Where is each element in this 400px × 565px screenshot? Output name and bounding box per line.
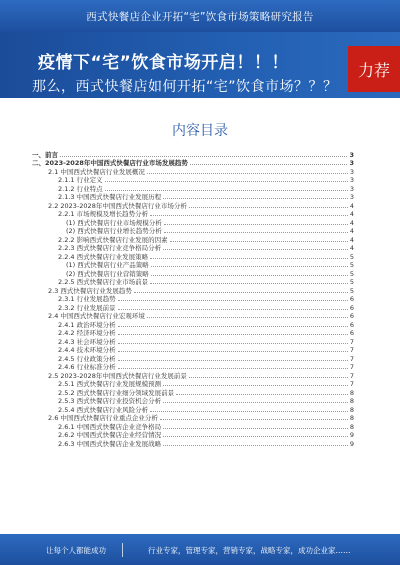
toc-leader-dots <box>150 283 348 284</box>
toc-entry-label: 2.4.4 技术环境分析 <box>58 346 116 354</box>
toc-leader-dots <box>170 241 348 242</box>
toc-entry-label: 2.6.3 中国西式快餐店企业发展战略 <box>58 439 162 448</box>
toc-entry[interactable] <box>32 184 354 193</box>
toc-entry-label: 2.4.5 行业政策分析 <box>58 354 116 363</box>
toc-leader-dots <box>105 181 348 182</box>
toc-leader-dots <box>118 300 348 301</box>
toc-leader-dots <box>150 258 348 259</box>
toc-leader-dots <box>118 343 348 344</box>
toc-entry-page: 4 <box>349 210 354 218</box>
toc-entry-label: 2.5 2023-2028年中国西式快餐店行业发展前景 <box>48 371 187 380</box>
toc-entry-page: 7 <box>349 380 354 388</box>
toc-entry-label: 2.1 中国西式快餐店行业发展概况 <box>48 167 145 176</box>
toc-entry-label: 2.1.2 行业特点 <box>58 184 103 193</box>
toc-entry-page: 6 <box>349 303 354 312</box>
toc-entry[interactable] <box>32 193 354 202</box>
toc-leader-dots <box>163 385 348 386</box>
toc-entry-page: 5 <box>349 261 354 269</box>
toc-entry-label: 2.1.3 中国西式快餐店行业发展历程 <box>58 193 162 201</box>
toc-entry[interactable] <box>32 380 354 389</box>
toc-entry[interactable] <box>32 167 354 176</box>
toc-entry[interactable] <box>32 363 354 372</box>
toc-entry-label: 2.6 中国西式快餐店行业重点企业分析 <box>48 414 158 422</box>
footer-divider <box>122 543 123 557</box>
toc-entry-page: 3 <box>349 150 354 159</box>
toc-entry[interactable] <box>32 261 354 270</box>
toc-leader-dots <box>164 224 348 225</box>
toc-entry-page: 5 <box>349 252 354 261</box>
toc-entry-label: 2.2.1 市场规模及增长趋势分析 <box>58 210 149 218</box>
toc-entry[interactable] <box>32 354 354 363</box>
toc-entry[interactable] <box>32 414 354 423</box>
toc-entry-page: 7 <box>349 354 354 363</box>
toc-entry-page: 8 <box>349 422 354 431</box>
toc-entry[interactable] <box>32 252 354 261</box>
toc-entry-page: 7 <box>349 337 354 346</box>
toc-leader-dots <box>118 309 348 310</box>
toc-entry[interactable] <box>32 227 354 236</box>
toc-leader-dots <box>118 334 348 335</box>
toc-entry-page: 8 <box>349 397 354 405</box>
toc-leader-dots <box>147 317 348 318</box>
toc-entry[interactable] <box>32 329 354 338</box>
toc-entry-label: (2) 西式快餐店行业营销策略 <box>66 269 149 278</box>
toc-entry-label: 2.2 2023-2028年中国西式快餐店行业市场分析 <box>48 201 187 210</box>
toc-entry-page: 8 <box>349 388 354 397</box>
toc-entry-page: 9 <box>349 439 354 448</box>
toc-entry-page: 5 <box>349 286 354 295</box>
toc-entry[interactable] <box>32 235 354 244</box>
toc-entry[interactable] <box>32 312 354 321</box>
toc-entry-label: (2) 西式快餐店行业增长趋势分析 <box>66 227 162 235</box>
toc-entry-label: (1) 西式快餐店行业产品策略 <box>66 261 149 269</box>
toc-entry-page: 9 <box>349 431 354 439</box>
toc-leader-dots <box>150 215 348 216</box>
toc-entry[interactable] <box>32 431 354 440</box>
toc-entry[interactable] <box>32 244 354 253</box>
toc-entry-page: 3 <box>349 193 354 201</box>
toc-leader-dots <box>151 275 348 276</box>
toc-leader-dots <box>118 326 348 327</box>
document-header-title: 西式快餐店企业开拓“宅”饮食市场策略研究报告 <box>86 10 314 23</box>
toc-entry-page: 3 <box>349 167 354 176</box>
toc-entry-label: 二、2023-2028年中国西式快餐店行业市场发展趋势 <box>32 159 188 167</box>
toc-leader-dots <box>163 445 348 446</box>
toc-entry[interactable] <box>32 286 354 295</box>
footer-band <box>0 534 400 565</box>
toc-leader-dots <box>150 411 348 412</box>
toc-entry-page: 5 <box>349 269 354 278</box>
toc-entry[interactable] <box>32 210 354 219</box>
toc-leader-dots <box>160 419 348 420</box>
toc-entry-page: 3 <box>349 159 354 167</box>
toc-entry[interactable] <box>32 218 354 227</box>
toc-entry-label: (1) 西式快餐店行业市场规模分析 <box>66 218 162 227</box>
toc-entry-label: 2.2.3 西式快餐店行业竞争格局分析 <box>58 244 162 252</box>
toc-entry-page: 7 <box>349 363 354 371</box>
toc-entry-page: 6 <box>349 312 354 320</box>
toc-entry[interactable] <box>32 278 354 287</box>
toc-entry-label: 2.2.5 西式快餐店行业市场前景 <box>58 278 149 286</box>
toc-entry-page: 3 <box>349 176 354 184</box>
toc-entry[interactable] <box>32 320 354 329</box>
toc-entry-label: 2.4.1 政治环境分析 <box>58 320 116 329</box>
toc-entry[interactable] <box>32 422 354 431</box>
toc-entry-label: 2.6.1 中国西式快餐店企业竞争格局 <box>58 422 162 431</box>
toc-entry[interactable] <box>32 371 354 380</box>
toc-entry-label: 2.5.1 西式快餐店行业发展规模预测 <box>58 380 162 388</box>
toc-entry-label: 2.4.6 行业标准分析 <box>58 363 116 371</box>
toc-entry-page: 8 <box>349 414 354 422</box>
toc-entry-label: 2.1.1 行业定义 <box>58 176 103 184</box>
toc-leader-dots <box>151 266 348 267</box>
toc-entry-page: 4 <box>349 235 354 244</box>
toc-leader-dots <box>163 249 348 250</box>
toc-entry-page: 8 <box>349 405 354 414</box>
toc-leader-dots <box>134 292 348 293</box>
toc-leader-dots <box>147 173 348 174</box>
toc-entry-label: 2.4.2 经济环境分析 <box>58 329 116 337</box>
toc-entry-label: 一、前言 <box>32 150 58 159</box>
toc-entry-page: 6 <box>349 329 354 337</box>
toc-entry-page: 4 <box>349 201 354 210</box>
toc-title: 内容目录 <box>172 123 228 139</box>
toc-entry-page: 3 <box>349 184 354 193</box>
toc-entry[interactable] <box>32 405 354 414</box>
toc-entry-page: 4 <box>349 227 354 235</box>
toc-entry[interactable] <box>32 388 354 397</box>
toc-entry[interactable] <box>32 303 354 312</box>
toc-entry[interactable] <box>32 439 354 448</box>
toc-entry-page: 6 <box>349 320 354 329</box>
toc-entry-label: 2.5.3 西式快餐店行业投资机会分析 <box>58 397 162 405</box>
toc-entry[interactable] <box>32 150 354 159</box>
toc-entry[interactable] <box>32 295 354 304</box>
toc-entry-label: 2.2.2 影响西式快餐店行业发展的因素 <box>58 235 168 244</box>
toc-leader-dots <box>105 190 348 191</box>
toc-entry[interactable] <box>32 346 354 355</box>
toc-entry-label: 2.2.4 西式快餐店行业发展策略 <box>58 252 149 261</box>
toc-entry-page: 4 <box>349 244 354 252</box>
toc-entry[interactable] <box>32 397 354 406</box>
hero-banner <box>0 32 400 98</box>
toc-entry-label: 2.5.4 西式快餐店行业风险分析 <box>58 405 149 414</box>
toc-leader-dots <box>189 207 348 208</box>
toc-entry[interactable] <box>32 176 354 185</box>
toc-entry-label: 2.4 中国西式快餐店行业宏观环境 <box>48 312 145 320</box>
toc-entry-page: 7 <box>349 371 354 380</box>
toc-entry-label: 2.5.2 西式快餐店行业细分领域发展前景 <box>58 388 175 397</box>
toc-leader-dots <box>118 351 348 352</box>
toc-leader-dots <box>163 428 348 429</box>
toc-entry-label: 2.6.2 中国西式快餐店企业经营情况 <box>58 431 162 439</box>
toc-entry-page: 4 <box>349 218 354 227</box>
toc-entry-label: 2.3 西式快餐店行业发展趋势 <box>48 286 132 295</box>
toc-entry-page: 7 <box>349 346 354 354</box>
header-band <box>0 0 400 32</box>
toc-entry-page: 5 <box>349 278 354 286</box>
toc-entry-label: 2.4.3 社会环境分析 <box>58 337 116 346</box>
toc-entry[interactable] <box>32 337 354 346</box>
hero-headline: 疫情下“宅”饮食市场开启！！！ <box>38 53 289 73</box>
toc-leader-dots <box>118 368 348 369</box>
toc-entry-label: 2.3.2 行业发展前景 <box>58 303 116 312</box>
recommend-badge: 力荐 <box>348 46 400 92</box>
toc-leader-dots <box>190 164 348 165</box>
toc-leader-dots <box>164 232 348 233</box>
toc-entry[interactable] <box>32 269 354 278</box>
hero-subheadline: 那么，西式快餐店如何开拓“宅”饮食市场？？？ <box>32 79 338 95</box>
footer-slogan: 让每个人都能成功 <box>46 546 106 555</box>
footer-experts-line: 行业专家，管理专家，营销专家，战略专家，成功企业家…… <box>148 546 351 555</box>
toc-leader-dots <box>60 156 347 157</box>
toc-leader-dots <box>118 360 348 361</box>
toc-leader-dots <box>176 394 348 395</box>
toc-entry[interactable] <box>32 159 354 168</box>
toc-leader-dots <box>189 377 348 378</box>
toc-leader-dots <box>163 198 348 199</box>
toc-entry-label: 2.3.1 行业发展趋势 <box>58 295 116 303</box>
toc-entry[interactable] <box>32 201 354 210</box>
toc-entry-page: 6 <box>349 295 354 303</box>
toc-leader-dots <box>163 436 348 437</box>
toc-leader-dots <box>163 402 348 403</box>
table-of-contents <box>32 150 354 448</box>
